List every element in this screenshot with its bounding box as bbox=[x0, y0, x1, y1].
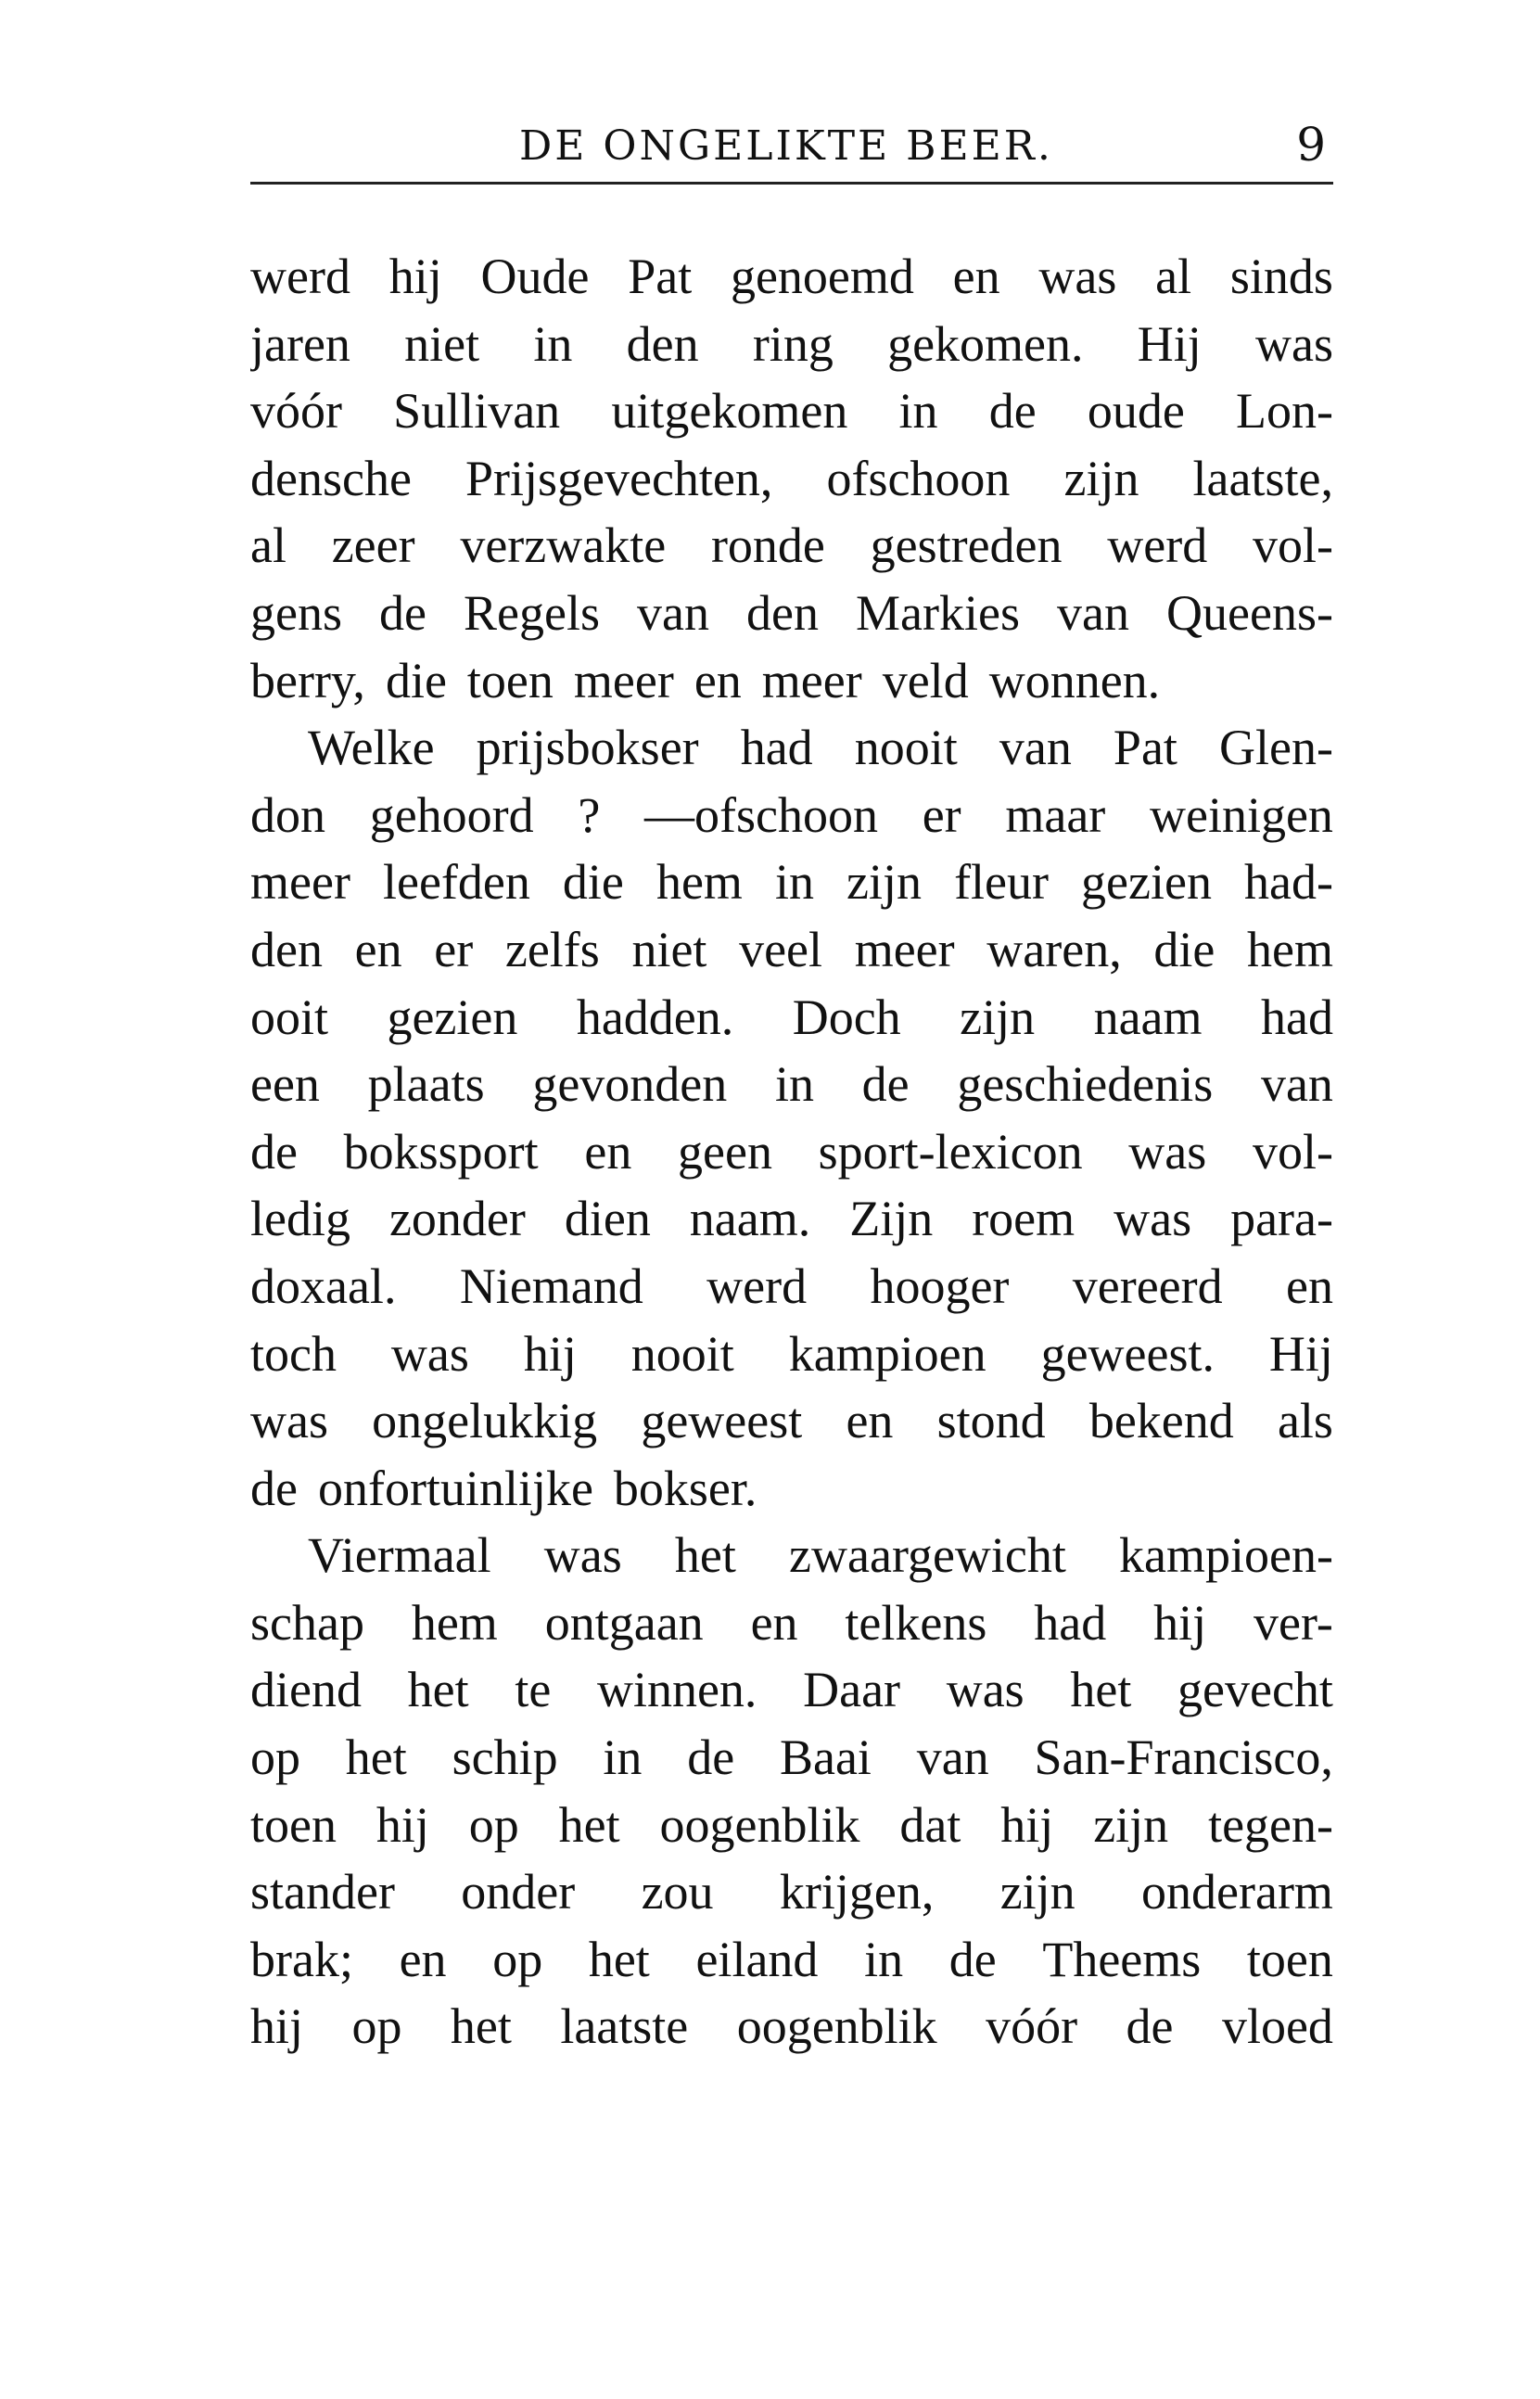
word: den bbox=[250, 921, 323, 977]
word: veel bbox=[739, 921, 823, 977]
word: laatste, bbox=[1192, 450, 1333, 506]
word: Doch bbox=[792, 989, 901, 1045]
word: maar bbox=[1005, 786, 1106, 843]
word: zijn bbox=[1093, 1796, 1169, 1853]
word: dien bbox=[564, 1191, 651, 1247]
word: gevonden bbox=[532, 1056, 728, 1113]
word: hem bbox=[655, 854, 743, 911]
text-line bbox=[250, 1321, 1333, 1388]
word: de bbox=[687, 1729, 735, 1786]
word: het bbox=[345, 1729, 407, 1786]
word: onderarm bbox=[1141, 1864, 1333, 1920]
text-line bbox=[250, 580, 1333, 647]
word: geschiedenis bbox=[957, 1056, 1214, 1113]
word: dat bbox=[899, 1796, 961, 1853]
word: naam bbox=[1093, 989, 1203, 1045]
word: stond bbox=[936, 1393, 1046, 1449]
word: de bbox=[250, 1123, 298, 1180]
word: en bbox=[584, 1123, 632, 1180]
word: wonnen. bbox=[988, 652, 1161, 708]
text-line bbox=[250, 243, 1333, 311]
word: de bbox=[250, 1460, 298, 1516]
word: Prijsgevechten, bbox=[465, 450, 773, 506]
word: vereerd bbox=[1072, 1257, 1223, 1314]
word: kampioen- bbox=[1119, 1527, 1333, 1584]
word: vóór bbox=[250, 383, 342, 440]
word: werd bbox=[250, 249, 350, 304]
word: als bbox=[1277, 1393, 1333, 1449]
word: van bbox=[1260, 1056, 1333, 1113]
word: Daar bbox=[803, 1662, 901, 1718]
word: onder bbox=[461, 1864, 576, 1920]
word: het bbox=[588, 1931, 650, 1987]
word: fleur bbox=[954, 854, 1049, 911]
word: zijn bbox=[960, 989, 1036, 1045]
word: van bbox=[999, 720, 1072, 776]
text-line bbox=[250, 916, 1333, 984]
text-line bbox=[250, 1792, 1333, 1859]
word: werd bbox=[1107, 517, 1208, 574]
word: doxaal. bbox=[250, 1257, 397, 1314]
word: roem bbox=[972, 1191, 1075, 1247]
word: gestreden bbox=[870, 517, 1063, 574]
word: oude bbox=[1087, 383, 1185, 440]
word: al bbox=[250, 517, 286, 574]
word: en bbox=[952, 249, 1000, 304]
text-line bbox=[250, 782, 1333, 849]
word: had bbox=[1260, 989, 1333, 1045]
word: jaren bbox=[250, 315, 350, 372]
word: het bbox=[558, 1796, 620, 1853]
word: Oude bbox=[480, 249, 590, 304]
word: ofschoon bbox=[826, 450, 1011, 506]
word: ronde bbox=[710, 517, 825, 574]
word: het bbox=[407, 1662, 469, 1718]
word: meer bbox=[761, 652, 862, 708]
word: Hij bbox=[1137, 315, 1202, 372]
word: krijgen, bbox=[779, 1864, 935, 1920]
word: Pat bbox=[1113, 720, 1177, 776]
word: brak; bbox=[250, 1931, 353, 1987]
word: para- bbox=[1230, 1191, 1333, 1247]
word: gekomen. bbox=[887, 315, 1084, 372]
word: hij bbox=[1000, 1796, 1054, 1853]
word: in bbox=[898, 383, 938, 440]
word: prijsbokser bbox=[476, 720, 699, 776]
word: was bbox=[1038, 249, 1117, 304]
word: toch bbox=[250, 1325, 337, 1382]
text-line bbox=[250, 1589, 1333, 1657]
text-line bbox=[250, 311, 1333, 378]
word: veld bbox=[882, 652, 969, 708]
word: hij bbox=[388, 249, 442, 304]
word: don bbox=[250, 786, 325, 843]
word: bokser. bbox=[613, 1460, 757, 1516]
text-line bbox=[250, 512, 1333, 580]
word: van bbox=[1057, 584, 1129, 641]
text-line bbox=[250, 1724, 1333, 1792]
word: Queens- bbox=[1166, 584, 1333, 641]
word: was bbox=[1114, 1191, 1192, 1247]
word: Pat bbox=[628, 249, 693, 304]
word: eiland bbox=[695, 1931, 819, 1987]
word: ledig bbox=[250, 1191, 350, 1247]
word: niet bbox=[631, 921, 707, 977]
word: gens bbox=[250, 584, 342, 641]
word: diend bbox=[250, 1662, 362, 1718]
word: die bbox=[385, 652, 447, 708]
word: Theems bbox=[1042, 1931, 1202, 1987]
word: meer bbox=[854, 921, 955, 977]
word: de bbox=[861, 1056, 910, 1113]
word: van bbox=[637, 584, 709, 641]
word: hij bbox=[375, 1796, 429, 1853]
text-line bbox=[250, 1656, 1333, 1724]
word: de bbox=[379, 584, 426, 641]
text-line bbox=[250, 1387, 1333, 1455]
word: geen bbox=[678, 1123, 772, 1180]
word: zijn bbox=[1063, 450, 1139, 506]
word: ver- bbox=[1254, 1594, 1333, 1651]
word: ring bbox=[752, 315, 834, 372]
word: die bbox=[562, 854, 624, 911]
word: den bbox=[626, 315, 699, 372]
word: berry, bbox=[250, 652, 365, 708]
word: een bbox=[250, 1056, 320, 1113]
word: was bbox=[543, 1527, 622, 1584]
word: telkens bbox=[845, 1594, 987, 1651]
word: het bbox=[450, 1998, 512, 2055]
text-line bbox=[250, 1926, 1333, 1994]
word: Markies bbox=[856, 584, 1020, 641]
word: had bbox=[1034, 1594, 1107, 1651]
word: het bbox=[1070, 1662, 1132, 1718]
word: nooit bbox=[630, 1325, 734, 1382]
word: Hij bbox=[1268, 1325, 1333, 1382]
word: schip bbox=[452, 1729, 558, 1786]
word: Welke bbox=[308, 720, 435, 776]
word: was bbox=[1128, 1123, 1207, 1180]
word: Sullivan bbox=[393, 383, 561, 440]
text-line bbox=[250, 1522, 1333, 1589]
word: waren, bbox=[986, 921, 1122, 977]
text-line bbox=[250, 1253, 1333, 1321]
word: verzwakte bbox=[460, 517, 667, 574]
word: meer bbox=[250, 854, 350, 911]
word: was bbox=[1255, 315, 1333, 372]
word: hij bbox=[523, 1325, 577, 1382]
word: den bbox=[746, 584, 819, 641]
text-line bbox=[250, 984, 1333, 1052]
word: Zijn bbox=[849, 1191, 934, 1247]
word: zijn bbox=[846, 854, 923, 911]
word: zonder bbox=[388, 1191, 526, 1247]
text-line bbox=[250, 1118, 1333, 1186]
text-line bbox=[250, 1455, 1333, 1523]
header-rule bbox=[250, 182, 1333, 185]
word: en bbox=[846, 1393, 894, 1449]
word: vol- bbox=[1252, 517, 1333, 574]
word: was bbox=[250, 1393, 328, 1449]
word: meer bbox=[573, 652, 674, 708]
word: zijn bbox=[999, 1864, 1075, 1920]
word: hij bbox=[250, 1998, 304, 2055]
word: werd bbox=[706, 1257, 808, 1314]
text-line bbox=[250, 647, 1333, 715]
word: ongelukkig bbox=[372, 1393, 598, 1449]
word: genoemd bbox=[730, 249, 914, 304]
word: stander bbox=[250, 1864, 395, 1920]
word: en bbox=[750, 1594, 798, 1651]
word: ? bbox=[578, 786, 601, 843]
word: Niemand bbox=[459, 1257, 643, 1314]
word: onfortuinlijke bbox=[317, 1460, 593, 1516]
word: sinds bbox=[1229, 249, 1333, 304]
word: te bbox=[515, 1662, 552, 1718]
word: oogenblik bbox=[659, 1796, 860, 1853]
word: in bbox=[864, 1931, 904, 1987]
word: was bbox=[390, 1325, 469, 1382]
word: schap bbox=[250, 1594, 364, 1651]
word: zwaargewicht bbox=[789, 1527, 1066, 1584]
word: de bbox=[948, 1931, 997, 1987]
word: toen bbox=[1246, 1931, 1333, 1987]
running-title: DE ONGELIKTE BEER. bbox=[519, 122, 1053, 170]
text-line bbox=[250, 1858, 1333, 1926]
text-line bbox=[250, 1993, 1333, 2061]
word: Viermaal bbox=[308, 1527, 491, 1584]
word: Baai bbox=[779, 1729, 872, 1786]
word: de bbox=[988, 383, 1037, 440]
word: zou bbox=[641, 1864, 714, 1920]
text-line bbox=[250, 1051, 1333, 1118]
word: geweest bbox=[641, 1393, 803, 1449]
word: vol- bbox=[1252, 1123, 1333, 1180]
word: had- bbox=[1244, 854, 1333, 911]
word: in bbox=[774, 854, 814, 911]
word: toen bbox=[466, 652, 554, 708]
word: zeer bbox=[331, 517, 415, 574]
word: sport-lexicon bbox=[818, 1123, 1083, 1180]
text-line bbox=[250, 377, 1333, 445]
word: had bbox=[740, 720, 813, 776]
word: leefden bbox=[382, 854, 530, 911]
text-line bbox=[250, 849, 1333, 916]
word: ontgaan bbox=[544, 1594, 704, 1651]
word: toen bbox=[250, 1796, 337, 1853]
word: en bbox=[694, 652, 742, 708]
word: er bbox=[434, 921, 474, 977]
word: bekend bbox=[1088, 1393, 1234, 1449]
word: er bbox=[922, 786, 961, 843]
word: laatste bbox=[560, 1998, 689, 2055]
word: vloed bbox=[1221, 1998, 1333, 2055]
body-text bbox=[250, 243, 1333, 2061]
word: tegen- bbox=[1208, 1796, 1333, 1853]
text-line bbox=[250, 445, 1333, 513]
word: hij bbox=[1153, 1594, 1207, 1651]
word: gezien bbox=[387, 989, 518, 1045]
word: —ofschoon bbox=[644, 786, 878, 843]
word: hem bbox=[1247, 921, 1333, 977]
word: San-Francisco, bbox=[1034, 1729, 1333, 1786]
word: al bbox=[1155, 249, 1192, 304]
word: in bbox=[603, 1729, 643, 1786]
word: de bbox=[1126, 1998, 1174, 2055]
word: geweest. bbox=[1040, 1325, 1215, 1382]
word: op bbox=[250, 1729, 300, 1786]
word: ooit bbox=[250, 989, 329, 1045]
word: was bbox=[946, 1662, 1025, 1718]
word: in bbox=[533, 315, 573, 372]
word: en bbox=[1285, 1257, 1333, 1314]
word: Glen- bbox=[1219, 720, 1333, 776]
word: gevecht bbox=[1177, 1662, 1333, 1718]
word: bokssport bbox=[343, 1123, 539, 1180]
word: van bbox=[916, 1729, 989, 1786]
word: op bbox=[492, 1931, 543, 1987]
word: plaats bbox=[367, 1056, 485, 1113]
word: uitgekomen bbox=[611, 383, 848, 440]
text-line bbox=[250, 714, 1333, 782]
text-line bbox=[250, 1185, 1333, 1253]
word: Lon- bbox=[1236, 383, 1333, 440]
word: op bbox=[351, 1998, 402, 2055]
word: hadden. bbox=[576, 989, 734, 1045]
word: gezien bbox=[1081, 854, 1212, 911]
word: hooger bbox=[870, 1257, 1010, 1314]
word: die bbox=[1153, 921, 1215, 977]
word: nooit bbox=[854, 720, 958, 776]
word: in bbox=[774, 1056, 814, 1113]
word: kampioen bbox=[788, 1325, 986, 1382]
word: op bbox=[468, 1796, 519, 1853]
word: gehoord bbox=[369, 786, 534, 843]
word: niet bbox=[404, 315, 480, 372]
word: winnen. bbox=[596, 1662, 757, 1718]
word: oogenblik bbox=[736, 1998, 937, 2055]
word: vóór bbox=[986, 1998, 1078, 2055]
word: zelfs bbox=[504, 921, 600, 977]
word: densche bbox=[250, 450, 412, 506]
word: en bbox=[354, 921, 402, 977]
word: en bbox=[399, 1931, 447, 1987]
word: hem bbox=[411, 1594, 498, 1651]
page-number: 9 bbox=[1296, 118, 1326, 172]
page-header bbox=[250, 115, 1333, 189]
word: Regels bbox=[464, 584, 600, 641]
word: weinigen bbox=[1149, 786, 1333, 843]
word: het bbox=[674, 1527, 736, 1584]
word: naam. bbox=[689, 1191, 811, 1247]
